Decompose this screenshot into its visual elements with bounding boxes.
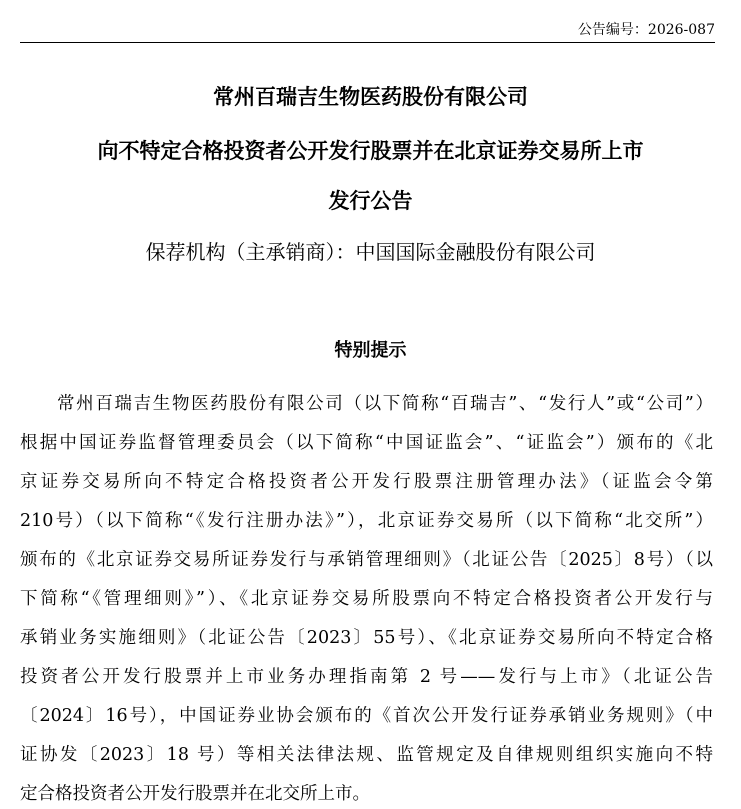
sponsor-line: 保荐机构（主承销商）：中国国际金融股份有限公司 [145,240,596,264]
body-line-11: 定合格投资者公开发行股票并在北交所上市。 [20,784,370,804]
body-line-4: 210号）（以下简称“《发行注册办法》”），北京证券交易所（以下简称“北交所”） [20,511,713,531]
body-line-2: 根据中国证券监督管理委员会（以下简称“中国证监会”、“证监会”）颁布的《北 [20,433,713,453]
body-line-7: 承销业务实施细则》（北证公告〔2023〕55号）、《北京证券交易所向不特定合格 [20,628,713,648]
announcement-title: 发行公告 [328,188,413,213]
body-line-6: 下简称“《管理细则》”）、《北京证券交易所股票向不特定合格投资者公开发行与 [20,589,713,609]
body-line-9: 〔2024〕16号），中国证券业协会颁布的《首次公开发行证券承销业务规则》（中 [20,706,713,726]
body-line-10: 证协发〔2023〕18 号）等相关法律法规、监管规定及自律规则组织实施向不特 [20,745,713,765]
body-line-5: 颁布的《北京证券交易所证券发行与承销管理细则》（北证公告〔2025〕8号）（以 [20,550,713,570]
company-title: 常州百瑞吉生物医药股份有限公司 [213,84,528,109]
body-line-3: 京证券交易所向不特定合格投资者公开发行股票注册管理办法》（证监会令第 [20,472,713,492]
announcement-number: 公告编号：2026-087 [577,22,715,38]
body-line-1: 常州百瑞吉生物医药股份有限公司（以下简称“百瑞吉”、“发行人”或“公司”） [57,394,713,414]
offering-title: 向不特定合格投资者公开发行股票并在北京证券交易所上市 [97,138,644,163]
header-divider [20,42,715,43]
body-line-8: 投资者公开发行股票并上市业务办理指南第 2 号——发行与上市》（北证公告 [20,667,713,687]
special-notice-heading: 特别提示 [334,340,407,361]
